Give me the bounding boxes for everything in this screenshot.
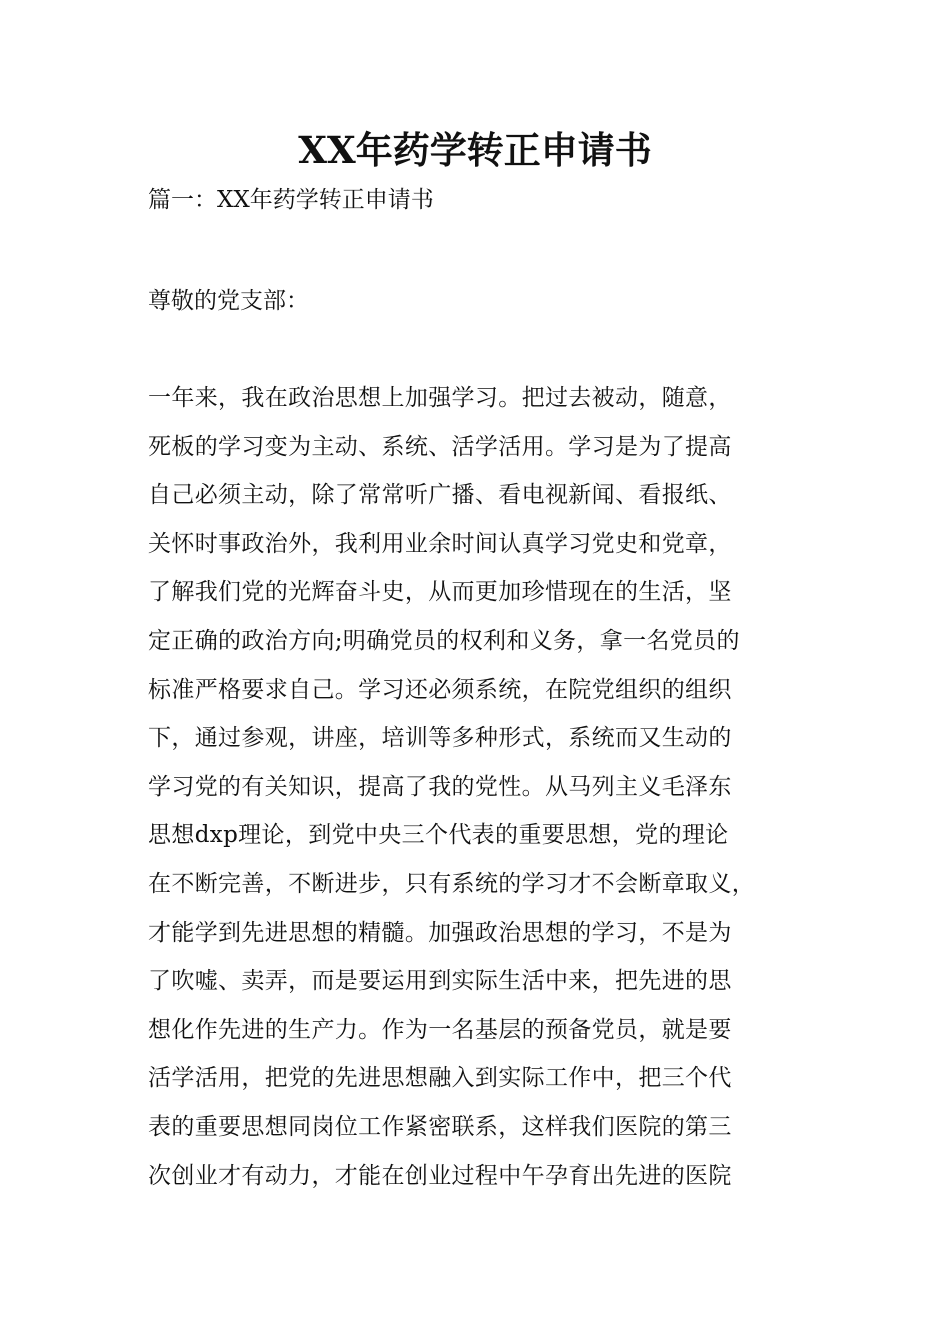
- body-line: 定正确的政治方向;明确党员的权利和义务，拿一名党员的: [148, 627, 740, 654]
- body-line: 思想dxp理论，到党中央三个代表的重要思想，党的理论: [148, 822, 729, 849]
- body-line: 死板的学习变为主动、系统、活学活用。学习是为了提高: [148, 433, 732, 460]
- salutation: 尊敬的党支部：: [148, 288, 309, 314]
- document-title: XX年药学转正申请书: [298, 128, 652, 172]
- body-line: 在不断完善，不断进步，只有系统的学习才不会断章取义，: [148, 870, 756, 897]
- body-line: 活学活用，把党的先进思想融入到实际工作中，把三个代: [148, 1065, 732, 1092]
- body-line: 才能学到先进思想的精髓。加强政治思想的学习，不是为: [148, 919, 732, 946]
- body-line: 标准严格要求自己。学习还必须系统，在院党组织的组织: [148, 676, 732, 703]
- body-line: 想化作先进的生产力。作为一名基层的预备党员，就是要: [148, 1016, 732, 1043]
- body-line: 了解我们党的光辉奋斗史，从而更加珍惜现在的生活，坚: [148, 579, 732, 606]
- body-line: 自己必须主动，除了常常听广播、看电视新闻、看报纸、: [148, 482, 732, 509]
- body-line: 次创业才有动力，才能在创业过程中午孕育出先进的医院: [148, 1162, 732, 1189]
- body-line: 了吹嘘、卖弄，而是要运用到实际生活中来，把先进的思: [148, 968, 732, 995]
- document-subtitle: 篇一：XX年药学转正申请书: [148, 187, 434, 213]
- body-line: 一年来，我在政治思想上加强学习。把过去被动，随意，: [148, 385, 732, 411]
- body-line: 下，通过参观，讲座，培训等多种形式，系统而又生动的: [148, 725, 732, 752]
- body-line: 学习党的有关知识，提高了我的党性。从马列主义毛泽东: [148, 773, 732, 800]
- body-line: 关怀时事政治外，我利用业余时间认真学习党史和党章，: [148, 530, 732, 557]
- body-line: 表的重要思想同岗位工作紧密联系，这样我们医院的第三: [148, 1113, 732, 1140]
- body-text: [148, 380, 808, 1206]
